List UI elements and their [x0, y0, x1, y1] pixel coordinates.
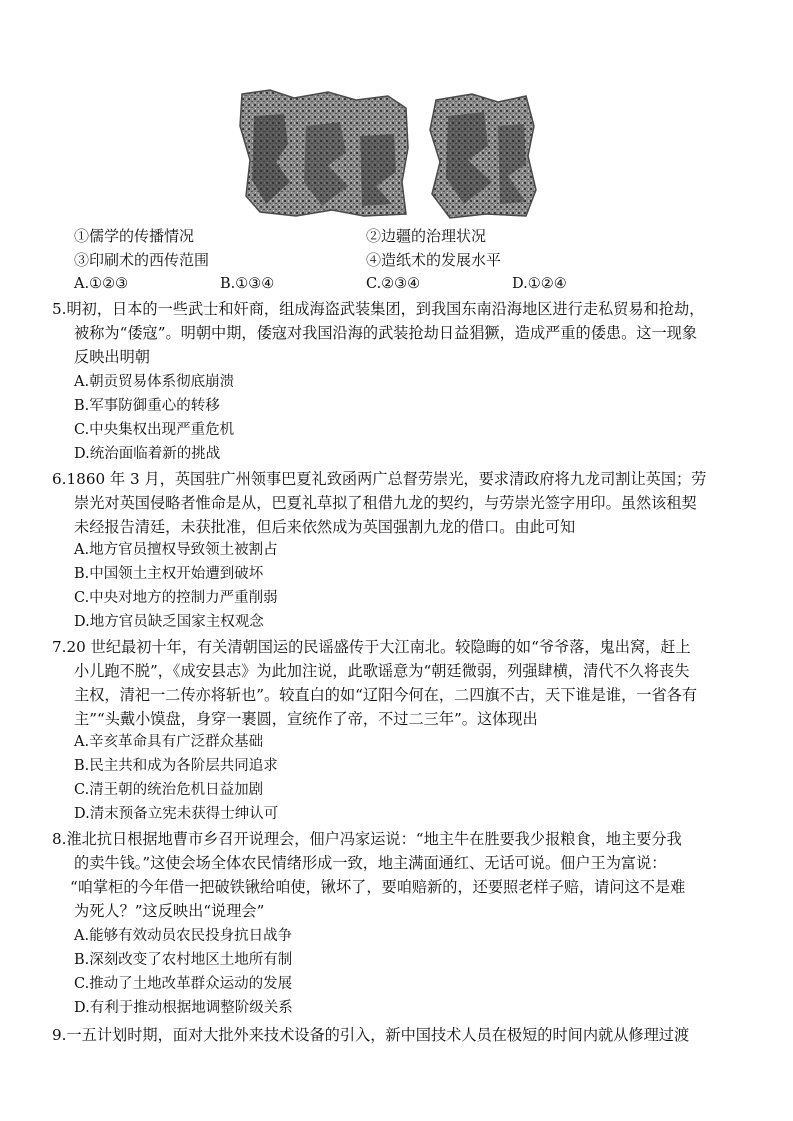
q8-choice-a[interactable]: A.能够有效动员农民投身抗日战争: [74, 928, 293, 944]
q5-stem-line-1: 5.明初，日本的一些武士和奸商，组成海盗武装集团，到我国东南沿海地区进行走私贸易和抢劫，: [52, 300, 705, 318]
q7-stem-line-1: 7.20 世纪最初十年，有关清朝国运的民谣盛传于大江南北。较隐晦的如“爷爷落，鬼出窝，赶上: [52, 638, 691, 656]
q8-stem-line-3: “咱掌柜的今年借一把破铁锹给咱使，锹坏了，要咱赔新的，还要照老样子赔，请问这不是难: [70, 878, 686, 896]
q8-stem-line-1: 8.淮北抗日根据地曹市乡召开说理会，佃户冯家运说：“地主牛在胜要我少报粮食，地主要分我: [52, 830, 682, 848]
q5-stem-line-3: 反映出明朝: [74, 348, 150, 366]
q7-choice-c[interactable]: C.清王朝的统治危机日益加剧: [74, 782, 264, 798]
q6-stem-line-3: 未经报告清廷，未获批准，但后来依然成为英国强割九龙的借口。由此可知: [74, 518, 576, 536]
q4-item-3: ③印刷术的西传范围: [74, 251, 210, 269]
q5-stem-line-2: 被称为“倭寇”。明朝中期，倭寇对我国沿海的武装抢劫日益猖獗，造成严重的倭患。这一现象: [74, 324, 698, 342]
manuscript-fragments-image: [236, 86, 538, 220]
q7-stem-line-4: 主”“头戴小馍盘，身穿一裹圆，宣统作了帝，不过二三年”。这体现出: [74, 710, 538, 728]
q4-choice-d[interactable]: D.①②④: [512, 276, 567, 292]
q6-choice-a[interactable]: A.地方官员擅权导致领土被割占: [74, 542, 278, 558]
q7-choice-d[interactable]: D.清末预备立宪未获得士绅认可: [74, 806, 279, 822]
q8-stem-line-2: 的卖牛钱。”这使会场全体农民情绪形成一致，地主满面通红、无话可说。佃户王为富说：: [74, 854, 667, 872]
q6-stem-line-2: 崇光对英国侵略者惟命是从，巴夏礼草拟了租借九龙的契约，与劳崇光签字用印。虽然该租契: [74, 494, 697, 512]
q8-stem-line-4: 为死人？”这反映出“说理会”: [74, 902, 265, 920]
q6-choice-b[interactable]: B.中国领土主权开始遭到破坏: [74, 566, 264, 582]
q6-choice-c[interactable]: C.中央对地方的控制力严重削弱: [74, 590, 278, 606]
q5-choice-d[interactable]: D.统治面临着新的挑战: [74, 446, 221, 462]
q4-item-1: ①儒学的传播情况: [74, 227, 195, 245]
q8-choice-b[interactable]: B.深刻改变了农村地区土地所有制: [74, 952, 293, 968]
q5-choice-b[interactable]: B.军事防御重心的转移: [74, 398, 220, 414]
q4-choice-b[interactable]: B.①③④: [220, 276, 275, 292]
q5-choice-a[interactable]: A.朝贡贸易体系彻底崩溃: [74, 374, 235, 390]
q6-choice-d[interactable]: D.地方官员缺乏国家主权观念: [74, 614, 264, 630]
q7-stem-line-3: 主权，清祀一二传亦将斩也”。较直白的如“辽阳今何在，二四旗不古，天下谁是谁，一省各有: [74, 686, 698, 704]
q7-choice-b[interactable]: B.民主共和成为各阶层共同追求: [74, 758, 278, 774]
q7-choice-a[interactable]: A.辛亥革命具有广泛群众基础: [74, 734, 264, 750]
q9-stem-line-1: 9.一五计划时期，面对大批外来技术设备的引入，新中国技术人员在极短的时间内就从修理过渡: [52, 1026, 690, 1044]
manuscript-fragments-picture: [236, 86, 538, 220]
q4-choice-c[interactable]: C.②③④: [366, 276, 421, 292]
q6-stem-line-1: 6.1860 年 3 月，英国驻广州领事巴夏礼致函两广总督劳崇光，要求清政府将九龙司割让英国；劳: [52, 470, 707, 488]
q4-item-4: ④造纸术的发展水平: [366, 251, 502, 269]
q7-stem-line-2: 小儿跑不脱”，《成安县志》为此加注说，此歌谣意为“朝廷微弱，列强肆横，清代不久将丧失: [74, 662, 690, 680]
q8-choice-d[interactable]: D.有利于推动根据地调整阶级关系: [74, 1000, 293, 1016]
q8-choice-c[interactable]: C.推动了土地改革群众运动的发展: [74, 976, 293, 992]
q4-choice-a[interactable]: A.①②③: [74, 276, 129, 292]
q4-item-2: ②边疆的治理状况: [366, 227, 487, 245]
q5-choice-c[interactable]: C.中央集权出现严重危机: [74, 422, 235, 438]
